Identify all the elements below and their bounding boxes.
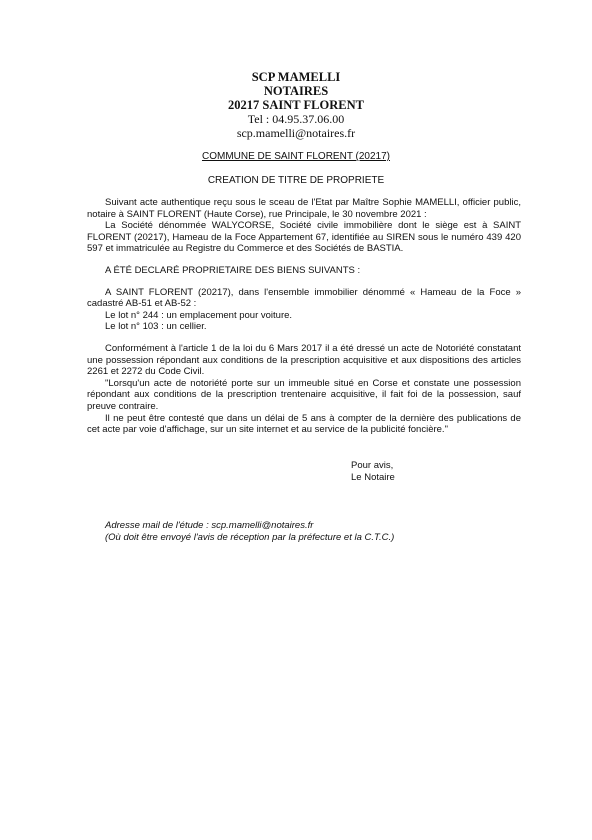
paragraph-declaration: A ÉTÉ DECLARÉ PROPRIETAIRE DES BIENS SUIVANTS : xyxy=(105,264,361,276)
paragraph-article: Conformément à l'article 1 de la loi du 6 Mars 2017 il a été dressé un acte de Notoriété constatant une possession répondant aux conditions de la prescription acquisitive et aux dispositions des articles 2261 et 2272 du Code Civil. xyxy=(87,342,521,378)
paragraph-intro: Suivant acte authentique reçu sous le sceau de l'Etat par Maître Sophie MAMELLI, officier public, notaire à SAINT FLORENT (Haute Corse), rue Principale, le 30 novembre 2021 : xyxy=(87,197,521,220)
footer-note-line: (Où doit être envoyé l'avis de réception par la préfecture et la C.T.C.) xyxy=(105,532,395,543)
profession: NOTAIRES xyxy=(263,84,329,98)
footer-note xyxy=(105,520,394,544)
document-title: CREATION DE TITRE DE PROPRIETE xyxy=(207,175,385,186)
lot-item: Le lot n° 103 : un cellier. xyxy=(105,321,207,333)
paragraph-location: A SAINT FLORENT (20217), dans l'ensemble immobilier dénommé « Hameau de la Foce » cadastré AB-51 et AB-52 : xyxy=(87,286,521,310)
firm-name: SCP MAMELLI xyxy=(251,70,341,84)
lot-item: Le lot n° 244 : un emplacement pour voiture. xyxy=(105,309,293,321)
document-body xyxy=(87,197,521,436)
letterhead xyxy=(0,70,592,140)
footer-email-line: Adresse mail de l'étude : scp.mamelli@notaires.fr xyxy=(105,520,314,531)
paragraph-company: La Société dénommée WALYCORSE, Société civile immobilière dont le siège est à SAINT FLORENT (20217), Hameau de la Foce Appartement 67, identifiée au SIREN sous le numéro 439 420 597 et immatriculée au Registre du Commerce et des Sociétés de BASTIA. xyxy=(87,220,521,255)
firm-phone: Tel : 04.95.37.06.00 xyxy=(247,112,345,126)
signature-title: Le Notaire xyxy=(351,472,395,483)
firm-email: scp.mamelli@notaires.fr xyxy=(236,126,356,140)
paragraph-contest: Il ne peut être contesté que dans un délai de 5 ans à compter de la dernière des publications de cet acte par voie d'affichage, sur un site internet et au service de la publicité foncière." xyxy=(87,412,521,436)
signature-line: Pour avis, xyxy=(351,460,394,471)
paragraph-quote: "Lorsqu'un acte de notoriété porte sur un immeuble situé en Corse et constate une possession répondant aux conditions de la prescription trentenaire acquisitive, il fait foi de la possession, sauf preuve contraire. xyxy=(87,377,521,412)
commune-heading: COMMUNE DE SAINT FLORENT (20217) xyxy=(201,151,390,162)
firm-city: 20217 SAINT FLORENT xyxy=(228,98,364,112)
signature-block xyxy=(351,460,395,484)
